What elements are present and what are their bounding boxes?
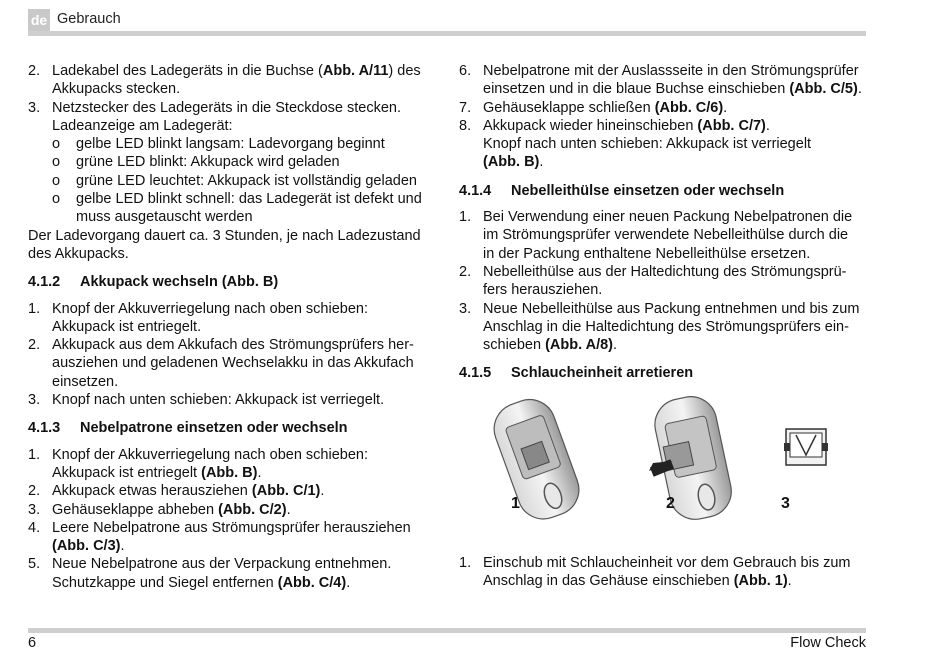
figure-schlaucheinheit [459, 391, 869, 536]
item-text: Neue Nebelleithülse aus Packung entnehmen und bis zum [483, 300, 860, 317]
heading-text: Nebelpatrone einsetzen oder wechseln [80, 420, 348, 437]
item-number: 1. [459, 554, 472, 571]
heading-number: 4.1.2 [28, 274, 61, 291]
item-number: 2. [28, 63, 41, 79]
figure-ref: (Abb. A/8) [545, 337, 614, 354]
figure-ref: (Abb. C/1) [251, 483, 321, 500]
item-text: Gehäuseklappe abheben [52, 501, 219, 518]
heading-text: Schlaucheinheit arretieren [511, 365, 694, 382]
item-text: Einschub mit Schlaucheinheit vor dem Gebrauch bis zum [483, 554, 851, 571]
item-text: . [286, 501, 291, 518]
list-item [459, 117, 869, 172]
bullet-text: gelbe LED blinkt schnell: das Ladegerät ist defekt und [76, 191, 422, 208]
item-text: . [257, 464, 262, 481]
product-name: Flow Check [790, 635, 866, 651]
header-rule [28, 31, 866, 36]
list-item [459, 263, 869, 300]
list-item [28, 482, 438, 500]
item-text: ausziehen und geladenen Wechselakku in das Akkufach [52, 355, 414, 372]
list-item [28, 519, 438, 556]
list-item [28, 391, 438, 409]
bullet-item [28, 172, 438, 190]
item-number: 5. [28, 556, 41, 573]
figure-ref: (Abb. C/6) [654, 99, 724, 116]
bullet-item [28, 135, 438, 153]
item-text: . [613, 337, 618, 354]
item-text: Knopf nach unten schieben: Akkupack ist verriegelt. [52, 392, 385, 409]
item-number: 7. [459, 99, 472, 116]
item-text: . [320, 483, 325, 500]
item-text: Ladekabel des Ladegeräts in die Buchse ( [52, 63, 323, 79]
bullet-mark: o [52, 191, 61, 208]
item-text: Schutzkappe und Siegel entfernen [52, 574, 278, 591]
heading-text: Akkupack wechseln (Abb. B) [80, 274, 279, 291]
figure-ref: (Abb. 1) [733, 573, 788, 590]
item-text: schieben [483, 337, 546, 354]
bullet-item [28, 190, 438, 227]
device-2-image [650, 392, 736, 524]
clip-icon [784, 429, 828, 465]
item-text: Anschlag in das Gehäuse einschieben [483, 573, 734, 590]
item-text: Knopf nach unten schieben: Akkupack ist verriegelt [483, 136, 812, 153]
item-number: 3. [28, 99, 41, 116]
list-item [28, 501, 438, 519]
bullet-item [28, 153, 438, 171]
heading-4-1-5 [459, 364, 869, 382]
item-number: 8. [459, 117, 472, 134]
list-item [459, 99, 869, 117]
item-text: Nebelpatrone mit der Auslassseite in den Strömungsprüfer [483, 63, 859, 79]
figure-ref: (Abb. C/7) [697, 117, 766, 134]
bullet-mark: o [52, 172, 61, 189]
figure-ref: (Abb. C/5) [789, 81, 858, 98]
heading-4-1-2 [28, 273, 438, 291]
figure-ref: Abb. A/11 [322, 63, 389, 79]
right-column [459, 62, 869, 590]
device-1-image [487, 392, 586, 526]
item-text: fers herausziehen. [483, 282, 603, 299]
list-item [28, 62, 438, 99]
figure-ref: (Abb. B) [483, 154, 540, 171]
item-text: Ladeanzeige am Ladegerät: [52, 117, 233, 134]
item-number: 1. [28, 300, 41, 317]
heading-number: 4.1.3 [28, 420, 61, 437]
paragraph [28, 227, 438, 264]
page-number: 6 [28, 635, 37, 651]
list-item [459, 554, 869, 591]
bullet-mark: o [52, 154, 61, 171]
item-text: Akkupack etwas herausziehen [52, 483, 252, 500]
item-text: einsetzen und in die blaue Buchse einschieben [483, 81, 790, 98]
figure-ref: (Abb. B) [201, 464, 258, 481]
item-text: Gehäuseklappe schließen [483, 99, 655, 116]
figure-ref: (Abb. C/3) [52, 538, 121, 555]
item-text: im Strömungsprüfer verwendete Nebelleithülse durch die [483, 227, 849, 244]
item-text: Leere Nebelpatrone aus Strömungsprüfer herausziehen [52, 519, 411, 536]
left-column [28, 62, 438, 592]
list-item [28, 336, 438, 391]
item-text: Bei Verwendung einer neuen Packung Nebelpatronen die [483, 209, 853, 226]
item-number: 3. [459, 300, 472, 317]
item-text: Anschlag in die Haltedichtung des Strömungsprüfers ein- [483, 318, 849, 335]
item-text: in der Packung enthaltene Nebelleithülse ersetzen. [483, 245, 811, 262]
list-item [459, 62, 869, 99]
item-text: Akkupack ist entriegelt [52, 464, 202, 481]
item-text: Nebelleithülse aus der Haltedichtung des Strömungsprü- [483, 263, 847, 280]
section-title: Gebrauch [57, 11, 121, 27]
item-text: . [857, 81, 862, 98]
page-header [28, 9, 866, 37]
item-text: . [765, 117, 770, 134]
figure-ref: (Abb. C/2) [218, 501, 287, 518]
bullet-text: gelbe LED blinkt langsam: Ladevorgang beginnt [76, 136, 385, 153]
heading-4-1-4 [459, 182, 869, 200]
language-badge: de [28, 9, 50, 31]
list-item [28, 99, 438, 136]
item-text: Knopf der Akkuverriegelung nach oben schieben: [52, 300, 368, 317]
device-illustration [459, 391, 869, 536]
list-item [28, 300, 438, 337]
figure-ref: (Abb. C/4) [277, 574, 347, 591]
item-text: Netzstecker des Ladegeräts in die Steckdose stecken. [52, 99, 401, 116]
heading-text: Nebelleithülse einsetzen oder wechseln [511, 182, 785, 199]
item-text: . [787, 573, 792, 590]
item-text: Knopf der Akkuverriegelung nach oben schieben: [52, 446, 368, 463]
item-number: 2. [459, 263, 472, 280]
item-text: einsetzen. [52, 373, 119, 390]
paragraph-text: Der Ladevorgang dauert ca. 3 Stunden, je nach Ladezustand [28, 227, 421, 244]
list-item [28, 446, 438, 483]
figure-label-1: 1 [511, 494, 520, 512]
list-item [459, 300, 869, 355]
item-text: Akkupack ist entriegelt. [52, 318, 202, 335]
figure-label-3: 3 [781, 494, 790, 512]
item-text: . [539, 154, 544, 171]
item-text: . [723, 99, 728, 116]
item-text: Akkupack wieder hineinschieben [483, 117, 698, 134]
heading-number: 4.1.5 [459, 365, 492, 382]
heading-4-1-3 [28, 419, 438, 437]
bullet-text: grüne LED blinkt: Akkupack wird geladen [76, 154, 340, 171]
figure-label-2: 2 [666, 494, 675, 512]
item-text: Neue Nebelpatrone aus der Verpackung entnehmen. [52, 556, 392, 573]
bullet-text: muss ausgetauscht werden [76, 209, 253, 226]
item-number: 1. [459, 209, 472, 226]
list-item [459, 208, 869, 263]
paragraph-text: des Akkupacks. [28, 245, 129, 262]
item-text: . [346, 574, 351, 591]
heading-number: 4.1.4 [459, 182, 492, 199]
list-item [28, 555, 438, 592]
item-text: Akkupacks stecken. [52, 81, 181, 98]
footer-rule [28, 628, 866, 633]
item-number: 3. [28, 501, 41, 518]
item-number: 6. [459, 63, 472, 79]
item-number: 1. [28, 446, 41, 463]
item-number: 2. [28, 337, 41, 354]
item-text: Akkupack aus dem Akkufach des Strömungsprüfers her- [52, 337, 414, 354]
bullet-text: grüne LED leuchtet: Akkupack ist vollständig geladen [76, 172, 417, 189]
item-text: . [120, 538, 125, 555]
item-number: 2. [28, 483, 41, 500]
item-text: ) des [388, 63, 421, 79]
item-number: 4. [28, 519, 41, 536]
bullet-mark: o [52, 136, 61, 153]
item-number: 3. [28, 392, 41, 409]
